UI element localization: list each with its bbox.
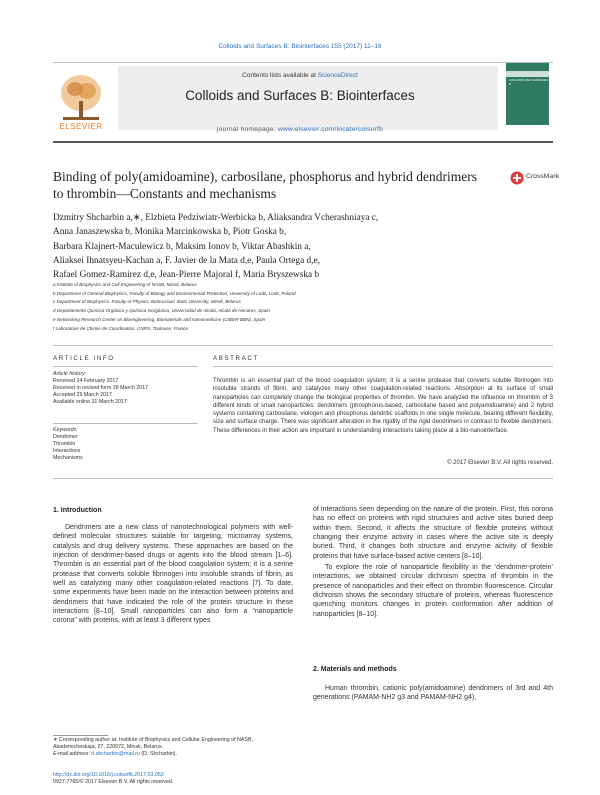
keyword: Dendrimer [53,433,78,440]
crossmark-label: CrossMark [526,173,559,180]
journal-title: Colloids and Surfaces B: Biointerfaces [185,88,415,103]
footnote-rule [53,735,108,736]
homepage-label: journal homepage: [216,126,276,133]
affiliation: f Laboratoire de Chimie de Coordination, CNRS, Toulouse, France [53,325,188,331]
journal-cover-image [506,63,549,125]
corresponding-author: ∗ Corresponding author at: Institute of Biophysics and Cellular Engineering of NASB, Akademicheskaja, 27, 220072, Minsk, Belarus. [53,737,253,751]
issn-line: 0927-7765/© 2017 Elsevier B.V. All rights reserved. [53,779,174,786]
keywords [53,427,198,462]
body-paragraph: of interactions seen depending on the nature of the protein. First, this corona has no effect on proteins with rigid structures and active sites buried deep within them. Second, it affects the structure of flexible proteins without changing their enzyme activity in cases where the active site is deeply buried. Third, it changes both structure and enzyme activity of flexible proteins that have surface-based active centers [8–10]. [313,506,553,560]
author-line: Aliaksei Ihnatsyeu-Kachan a, F. Javier de la Mata d,e, Paula Ortega d,e, [53,255,320,266]
right-column [313,505,553,619]
cover-title: COLLOIDS AND SURFACES B [509,78,549,86]
affiliation: d Departamento Química Orgánica y Química Inorgánica, Universidad de Alcalá, Alcalá de Henares, Spain [53,308,270,314]
history-item: Accepted 29 March 2017 [53,391,112,398]
author-list [53,211,493,282]
history-item: Received 24 February 2017 [53,377,119,384]
keywords-label: Keywords: [53,427,78,433]
article-info-heading: ARTICLE INFO [53,355,115,362]
crossmark-badge[interactable] [510,171,570,185]
affiliation: a Institute of Biophysics and Cell Engineering of NASB, Minsk, Belarus [53,282,197,287]
email-line [53,751,293,758]
copyright: © 2017 Elsevier B.V. All rights reserved. [447,460,553,466]
abstract-rule [213,366,553,367]
contents-prefix: Contents lists available at [242,72,316,79]
header-top-rule [53,62,553,63]
history-item: Available online 31 March 2017 [53,398,127,405]
journal-citation[interactable]: Colloids and Surfaces B: Biointerfaces 155 (2017) 11–16 [218,43,382,50]
body-paragraph: To explore the role of nanoparticle flexibility in the ‘dendrimer-protein’ interactions, we obtained circular dichroism spectra of thrombin in the presence of nanoparticles and their effect on thrombin fluorescence. Circular dichroism shows the secondary structure of proteins, whereas fluorescence quenching monitors changes in protein conformation after addition of nanoparticles [8–10]. [313,564,553,618]
publisher-name: ELSEVIER [59,122,103,131]
email-suffix: (D. Shcharbin). [141,751,178,758]
intro-column [53,523,293,626]
sciencedirect-link[interactable]: ScienceDirect [317,72,358,79]
keyword: Mechanisms [53,454,83,461]
corresponding-note [53,737,293,759]
author-line: Dzmitry Shcharbin a,∗, Elzbieta Pedziwiatr-Werbicka b, Aliaksandra Vcherashniaya c, [53,213,379,223]
paper-title: Binding of poly(amidoamine), carbosilane, phosphorus and hybrid dendrimers to thrombin—Constants and mechanisms [53,169,478,201]
intro-paragraph: Dendrimers are a new class of nanotechnological polymers with well-defined molecular structures suitable for targeting, microarray systems, catalysis and drug delivery systems. These approaches are based on the injection of dendrimer-based drugs or agents into the blood stream [1–6]. Thrombin is an essential part of the blood coagulation system; it is a serine protease that converts soluble fibrinogen into insoluble strands of fibrin, as well as catalyzing many other coagulation-related reactions [7]. To date, some experiments have been made on the interaction between proteins and dendrimers that have indicated the role of the protein structure in these interactions [8–10]. Small nanoparticles can also form a “nanoparticle corona” with proteins, with at least 3 different types [53,524,293,625]
abstract-bottom-rule [53,478,553,479]
methods-column [313,684,553,703]
affiliation: b Department of General Biophysics, Faculty of Biology and Environmental Protection, University of Lodz, Lodz, Poland [53,290,296,296]
abstract-heading: ABSTRACT [213,355,259,362]
affiliation: e Networking Research Center on Bioengineering, Biomaterials and Nanomedicine (CIBER-BBN), Spain [53,316,266,322]
article-identifiers [53,772,353,786]
keyword: Thrombin [53,440,76,447]
email-label: E-mail address: [53,751,90,758]
affiliations [53,281,553,333]
keywords-rule [53,423,198,424]
methods-heading: 2. Materials and methods [313,666,397,673]
journal-homepage [0,126,600,133]
article-history [53,371,198,406]
affiliation: c Department of Biophysics, Faculty of Physics, Belarussian State University, Minsk, Belarus [53,299,241,305]
doi-link[interactable]: http://dx.doi.org/10.1016/j.colsurfb.2017.03.053 [53,772,164,778]
email-link[interactable]: d.shcharbin@mail.ru [91,751,140,758]
history-item: Received in revised form 28 March 2017 [53,384,149,391]
author-line: Rafael Gomez-Ramirez d,e, Jean-Pierre Majoral f, Maria Bryszewska b [53,270,320,281]
crossmark-icon [510,171,524,185]
author-line: Barbara Klajnert-Maculewicz b, Maksim Ionov b, Viktar Abashkin a, [53,241,311,252]
section-rule [53,345,553,346]
methods-paragraph: Human thrombin, cationic poly(amidoamine) dendrimers of 3rd and 4th generations (PAMAM-NH2 g3 and PAMAM-NH2 g4), [313,685,553,702]
intro-heading: 1. Introduction [53,507,102,514]
homepage-link[interactable]: www.elsevier.com/locate/colsurfb [278,126,384,133]
header-bottom-rule [53,141,553,143]
history-label: Article history: [53,371,87,377]
author-line: Anna Janaszewska b, Monika Marcinkowska b, Piotr Goska b, [53,227,287,238]
keyword: Interactions [53,447,81,454]
abstract-text: Thrombin is an essential part of the blood coagulation system; it is a serine protease that converts soluble fibrinogen into insoluble strands of fibrin, and catalyzes many other coagulation-related reactions. Absorption at its surface of small nanoparticles can completely change the biological properties of thrombin. We have analyzed the influence on thrombin of 3 different kinds of small nanoparticles: dendrimers (phosphorus-based, carbosilane based and polyamidoamine) and 2 hybrid systems containing carbosilane, viologen and phosphorus dendritic scaffolds in one single molecule, bearing different flexibility, size and surface charge. There was significant alteration in the rigidity of the rigid dendrimers in contrast to flexible dendrimers. These differences in their action are important in understanding interactions taking place at a bio-nanointerface. [213,378,553,434]
article-info-rule [53,366,198,367]
